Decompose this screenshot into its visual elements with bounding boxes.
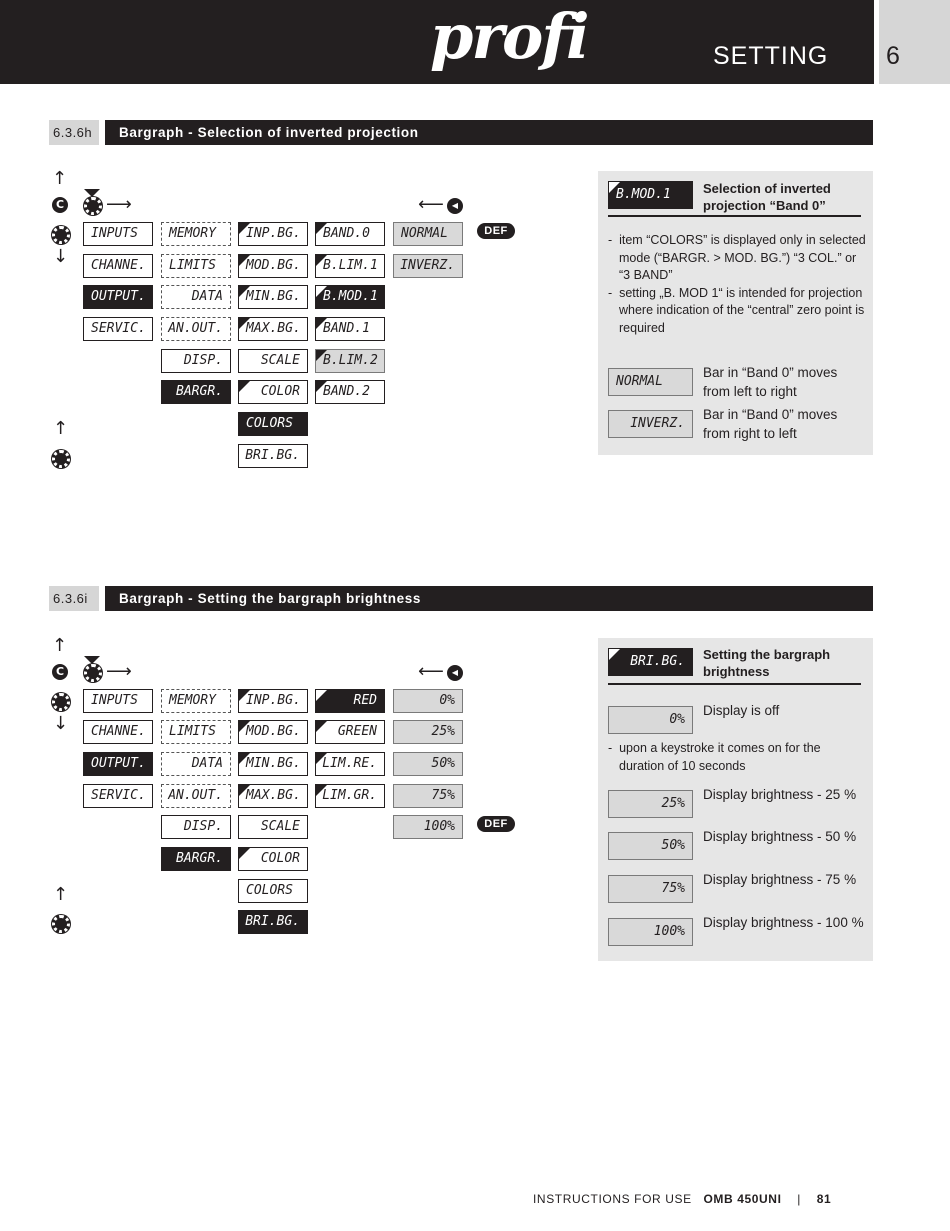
return-up-arrow-icon: ↑ — [53, 884, 69, 905]
panel-option-desc: Display brightness - 50 % — [703, 829, 857, 844]
header-section-title: SETTING — [713, 42, 829, 70]
panel-option-0: 0% — [608, 706, 693, 734]
menu-item-band-1[interactable]: BAND.1 — [315, 317, 385, 341]
panel-option-desc: Display brightness - 75 % — [703, 872, 857, 887]
default-badge: DEF — [477, 816, 515, 832]
menu-item-bargr[interactable]: BARGR. — [161, 847, 231, 871]
footer-separator: | — [797, 1192, 801, 1206]
left-arrow-icon: ⟵ — [418, 194, 444, 215]
footer-label: INSTRUCTIONS FOR USE — [533, 1192, 692, 1206]
menu-item-memory[interactable]: MEMORY — [161, 222, 231, 246]
return-up-arrow-icon: ↑ — [53, 418, 69, 439]
option-100-percent[interactable]: 100% — [393, 815, 463, 839]
menu-item-color[interactable]: COLOR — [238, 380, 308, 404]
menu-item-output[interactable]: OUTPUT. — [83, 285, 153, 309]
menu-item-colors[interactable]: COLORS — [238, 879, 308, 903]
panel-option-desc: Bar in “Band 0” moves from right to left — [703, 407, 838, 441]
panel-option-25: 25% — [608, 790, 693, 818]
default-badge: DEF — [477, 223, 515, 239]
menu-item-bri-bg[interactable]: BRI.BG. — [238, 444, 308, 468]
panel-option-50: 50% — [608, 832, 693, 860]
panel-option-inverz: INVERZ. — [608, 410, 693, 438]
return-knob-icon[interactable] — [52, 915, 70, 933]
menu-item-mod-bg[interactable]: MOD.BG. — [238, 254, 308, 278]
panel-note: - item “COLORS” is displayed only in selected mode (“BARGR. > MOD. BG.”) “3 COL.” or “3 BAND” — [608, 233, 866, 282]
menu-item-service[interactable]: SERVIC. — [83, 317, 153, 341]
menu-item-min-bg[interactable]: MIN.BG. — [238, 285, 308, 309]
menu-item-inp-bg[interactable]: INP.BG. — [238, 222, 308, 246]
left-button-icon[interactable]: ◀ — [447, 198, 463, 214]
panel-note: - upon a keystroke it comes on for the duration of 10 seconds — [608, 741, 821, 773]
panel-notes — [608, 232, 866, 337]
left-button-icon[interactable]: ◀ — [447, 665, 463, 681]
menu-item-lim-gr[interactable]: LIM.GR. — [315, 784, 385, 808]
menu-item-min-bg[interactable]: MIN.BG. — [238, 752, 308, 776]
panel-note: - setting „B. MOD 1“ is intended for projection where indication of the “central” zero point is required — [608, 285, 865, 335]
knob-icon[interactable] — [84, 197, 102, 215]
option-75-percent[interactable]: 75% — [393, 784, 463, 808]
info-panel-inverted — [598, 171, 873, 455]
menu-item-output[interactable]: OUTPUT. — [83, 752, 153, 776]
section-title: Bargraph - Setting the bargraph brightness — [105, 586, 873, 611]
menu-item-disp[interactable]: DISP. — [161, 349, 231, 373]
section-number: 6.3.6h — [49, 120, 99, 145]
section-number: 6.3.6i — [49, 586, 99, 611]
menu-item-scale[interactable]: SCALE — [238, 349, 308, 373]
panel-display-bri-bg: BRI.BG. — [608, 648, 693, 676]
menu-item-red[interactable]: RED — [315, 689, 385, 713]
panel-title: Setting the bargraph brightness — [703, 647, 831, 679]
brand-logo: profi — [430, 0, 588, 73]
panel-notes — [608, 740, 866, 775]
menu-item-b-lim-1[interactable]: B.LIM.1 — [315, 254, 385, 278]
option-inverz[interactable]: INVERZ. — [393, 254, 463, 278]
right-arrow-icon: ⟶ — [106, 194, 132, 215]
right-arrow-icon: ⟶ — [106, 661, 132, 682]
panel-option-desc: Bar in “Band 0” moves from left to right — [703, 365, 838, 399]
menu-item-channels[interactable]: CHANNE. — [83, 254, 153, 278]
left-arrow-icon: ⟵ — [418, 661, 444, 682]
menu-item-b-mod-1[interactable]: B.MOD.1 — [315, 285, 385, 309]
info-panel-brightness — [598, 638, 873, 961]
chapter-number: 6 — [886, 42, 900, 70]
menu-item-an-out[interactable]: AN.OUT. — [161, 784, 231, 808]
menu-item-green[interactable]: GREEN — [315, 720, 385, 744]
return-knob-icon[interactable] — [52, 450, 70, 468]
panel-option-100: 100% — [608, 918, 693, 946]
menu-item-color[interactable]: COLOR — [238, 847, 308, 871]
c-button-icon[interactable]: C — [52, 197, 68, 213]
footer-product: OMB 450UNI — [703, 1192, 782, 1206]
option-0-percent[interactable]: 0% — [393, 689, 463, 713]
menu-item-band-2[interactable]: BAND.2 — [315, 380, 385, 404]
menu-item-data[interactable]: DATA — [161, 285, 231, 309]
enter-marker-icon — [84, 189, 100, 197]
panel-option-75: 75% — [608, 875, 693, 903]
menu-item-data[interactable]: DATA — [161, 752, 231, 776]
option-50-percent[interactable]: 50% — [393, 752, 463, 776]
menu-item-mod-bg[interactable]: MOD.BG. — [238, 720, 308, 744]
menu-item-colors[interactable]: COLORS — [238, 412, 308, 436]
panel-option-normal: NORMAL — [608, 368, 693, 396]
menu-item-lim-re[interactable]: LIM.RE. — [315, 752, 385, 776]
menu-item-channels[interactable]: CHANNE. — [83, 720, 153, 744]
panel-rule — [608, 683, 861, 685]
knob-icon[interactable] — [84, 664, 102, 682]
panel-display-b-mod-1: B.MOD.1 — [608, 181, 693, 209]
up-arrow-icon: ↑ — [52, 635, 68, 656]
menu-item-inputs[interactable]: INPUTS — [83, 689, 153, 713]
panel-option-desc: Display brightness - 100 % — [703, 915, 864, 930]
rotate-down-knob-icon[interactable] — [52, 226, 70, 244]
rotate-down-knob-icon[interactable] — [52, 693, 70, 711]
page-number: 81 — [816, 1192, 832, 1206]
menu-item-bri-bg[interactable]: BRI.BG. — [238, 910, 308, 934]
panel-rule — [608, 215, 861, 217]
menu-item-bargr[interactable]: BARGR. — [161, 380, 231, 404]
menu-item-limits[interactable]: LIMITS — [161, 254, 231, 278]
down-arrow-icon: ↓ — [53, 713, 69, 734]
menu-item-max-bg[interactable]: MAX.BG. — [238, 784, 308, 808]
panel-option-desc: Display brightness - 25 % — [703, 787, 857, 802]
menu-item-inp-bg[interactable]: INP.BG. — [238, 689, 308, 713]
c-button-icon[interactable]: C — [52, 664, 68, 680]
page-footer — [533, 1192, 831, 1206]
menu-item-service[interactable]: SERVIC. — [83, 784, 153, 808]
up-arrow-icon: ↑ — [52, 168, 68, 189]
menu-item-scale[interactable]: SCALE — [238, 815, 308, 839]
menu-item-an-out[interactable]: AN.OUT. — [161, 317, 231, 341]
section-title: Bargraph - Selection of inverted projection — [105, 120, 873, 145]
menu-item-inputs[interactable]: INPUTS — [83, 222, 153, 246]
menu-item-max-bg[interactable]: MAX.BG. — [238, 317, 308, 341]
option-25-percent[interactable]: 25% — [393, 720, 463, 744]
down-arrow-icon: ↓ — [53, 246, 69, 267]
option-normal[interactable]: NORMAL — [393, 222, 463, 246]
enter-marker-icon — [84, 656, 100, 664]
menu-item-limits[interactable]: LIMITS — [161, 720, 231, 744]
menu-item-disp[interactable]: DISP. — [161, 815, 231, 839]
panel-title: Selection of inverted projection “Band 0” — [703, 181, 831, 213]
menu-item-memory[interactable]: MEMORY — [161, 689, 231, 713]
menu-item-b-lim-2[interactable]: B.LIM.2 — [315, 349, 385, 373]
panel-option-desc: Display is off — [703, 703, 780, 718]
menu-item-band-0[interactable]: BAND.0 — [315, 222, 385, 246]
page-header — [0, 0, 874, 84]
